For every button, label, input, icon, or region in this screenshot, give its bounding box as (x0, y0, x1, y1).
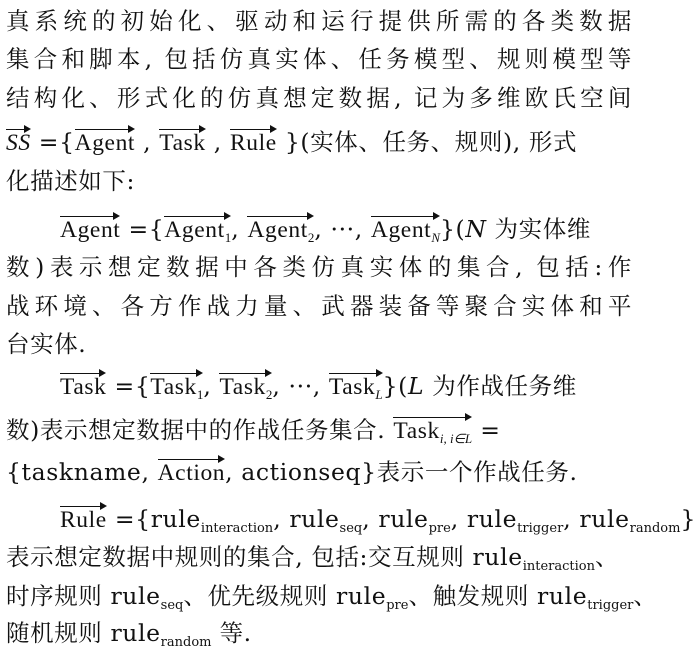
rule-set-vector: Rule (60, 501, 107, 539)
task-1-vector: Task$_1$ (150, 368, 203, 406)
formula-line-action: {taskname, Action, actionseq}表示一个作战任务. (6, 453, 632, 492)
formula-line-task-i: 数)表示想定数据中的作战任务集合. Task$_{i, i\in L}$ = (6, 411, 632, 450)
action-vector: Action (158, 454, 226, 492)
ss-vector: SS (6, 124, 31, 162)
task-i-vector: Task$_{i, i\in L}$ (393, 412, 472, 450)
task-2-vector: Task$_2$ (219, 368, 272, 406)
formula-line-task: Task ={Task$_1$, Task$_2$, ···, Task$_L$}(L 为作战任务维 (60, 367, 632, 406)
paragraph-line: 真系统的初始化、驱动和运行提供所需的各类数据 (6, 7, 632, 35)
paragraph-line: 数)表示想定数据中各类仿真实体的集合, 包括:作 (6, 253, 632, 281)
formula-line-ss: SS ={Agent , Task , Rule }(实体、任务、规则), 形式 (6, 123, 632, 162)
paragraph-line: 集合和脚本, 包括仿真实体、任务模型、规则模型等 (6, 45, 632, 73)
paragraph-line: 结构化、形式化的仿真想定数据, 记为多维欧氏空间 (6, 84, 632, 112)
agent-vector: Agent (75, 124, 135, 162)
paragraph-line: 时序规则 rule$_{seq}$、优先级规则 rule$_{pre}$、触发规则 rule$_{trigger}$、 (6, 582, 658, 613)
formula-line-rule: Rule ={rule$_{interaction}$, rule$_{seq}$, rule$_{pre}$, rule$_{trigger}$, rule$_{random}$} (60, 500, 632, 539)
formula-line-agent: Agent ={Agent$_1$, Agent$_2$, ···, Agent$_N$}(N 为实体维 (60, 210, 632, 249)
rule-vector: Rule (230, 124, 277, 162)
paragraph-line: 随机规则 rule$_{random}$ 等. (6, 619, 252, 650)
paragraph-line: 战环境、各方作战力量、武器装备等聚合实体和平 (6, 292, 632, 320)
agent-n-vector: Agent$_N$ (371, 211, 440, 249)
paragraph-line: 台实体. (6, 330, 87, 358)
task-set-vector: Task (60, 368, 106, 406)
task-l-vector: Task$_L$ (329, 368, 383, 406)
agent-set-vector: Agent (60, 211, 120, 249)
task-vector: Task (159, 124, 205, 162)
agent-2-vector: Agent$_2$ (247, 211, 314, 249)
agent-1-vector: Agent$_1$ (164, 211, 231, 249)
paragraph-line: 表示想定数据中规则的集合, 包括:交互规则 rule$_{interaction}$、 (6, 543, 620, 574)
paragraph-line: 化描述如下: (6, 167, 136, 195)
